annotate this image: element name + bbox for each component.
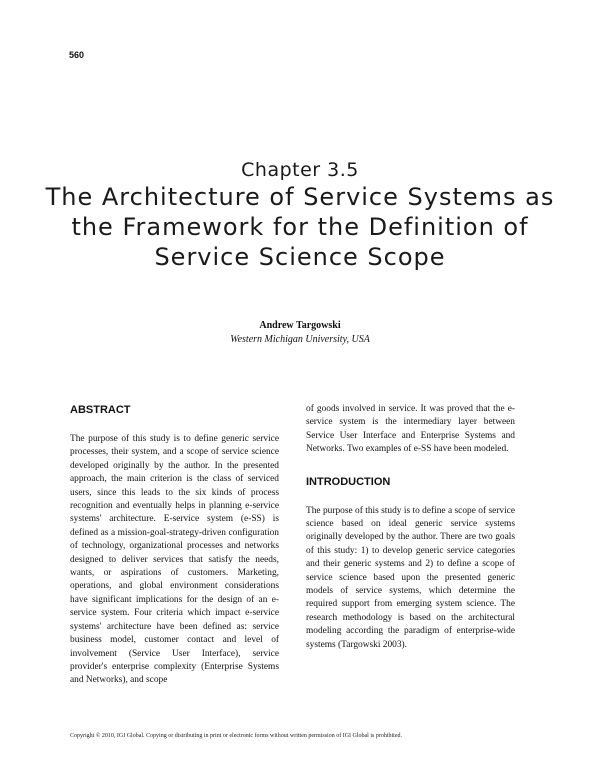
chapter-header xyxy=(40,158,560,272)
author-name: Andrew Targowski xyxy=(259,320,341,331)
right-column xyxy=(306,403,515,652)
abstract-body-continued: of goods involved in service. It was proved that the e-service system is the intermediary layer between Service User Interface and Enterprise Systems and Networks. Two examples of e-SS have been modeled. xyxy=(306,404,515,455)
left-column xyxy=(70,403,279,688)
author-block xyxy=(100,319,500,347)
chapter-label: Chapter 3.5 xyxy=(241,159,359,181)
introduction-heading: INTRODUCTION xyxy=(306,475,391,488)
abstract-body: The purpose of this study is to define generic service processes, their system, and a scope of service science developed originally by the author. In the presented approach, the main criterion is the class of serviced users, since this leads to the six kinds of process recognition and eventually helps in planning e-service systems' architecture. E-service system (e-SS) is defined as a mission-goal-strategy-driven configuration of technology, organizational processes and networks designed to deliver services that satisfy the needs, wants, or aspirations of customers. Marketing, operations, and global environment considerations have significant implications for the design of an e-service system. Four criteria which impact e-service systems' architecture have been defined as: service business model, customer contact and level of involvement (Service User Interface), service provider's enterprise complexity (Enterprise Systems and Networks), and scope xyxy=(70,434,279,686)
chapter-title: The Architecture of Service Systems as the Framework for the Definition of Service Science Scope xyxy=(45,183,555,271)
copyright-footer: Copyright © 2010, IGI Global. Copying or distributing in print or electronic forms without written permission of IGI Global is prohibited. xyxy=(70,733,403,739)
introduction-body: The purpose of this study is to define a scope of service science based on ideal generic service systems originally developed by the author. There are two goals of this study: 1) to develop generic service categories and their generic systems and 2) to define a scope of service science based upon the presented generic models of service systems, which determine the required support from emerging system science. The research methodology is based on the architectural modeling according the paradigm of enterprise-wide systems (Targowski 2003). xyxy=(306,505,515,650)
page-number: 560 xyxy=(69,50,85,60)
author-affiliation: Western Michigan University, USA xyxy=(230,334,370,345)
abstract-heading: ABSTRACT xyxy=(70,404,131,416)
